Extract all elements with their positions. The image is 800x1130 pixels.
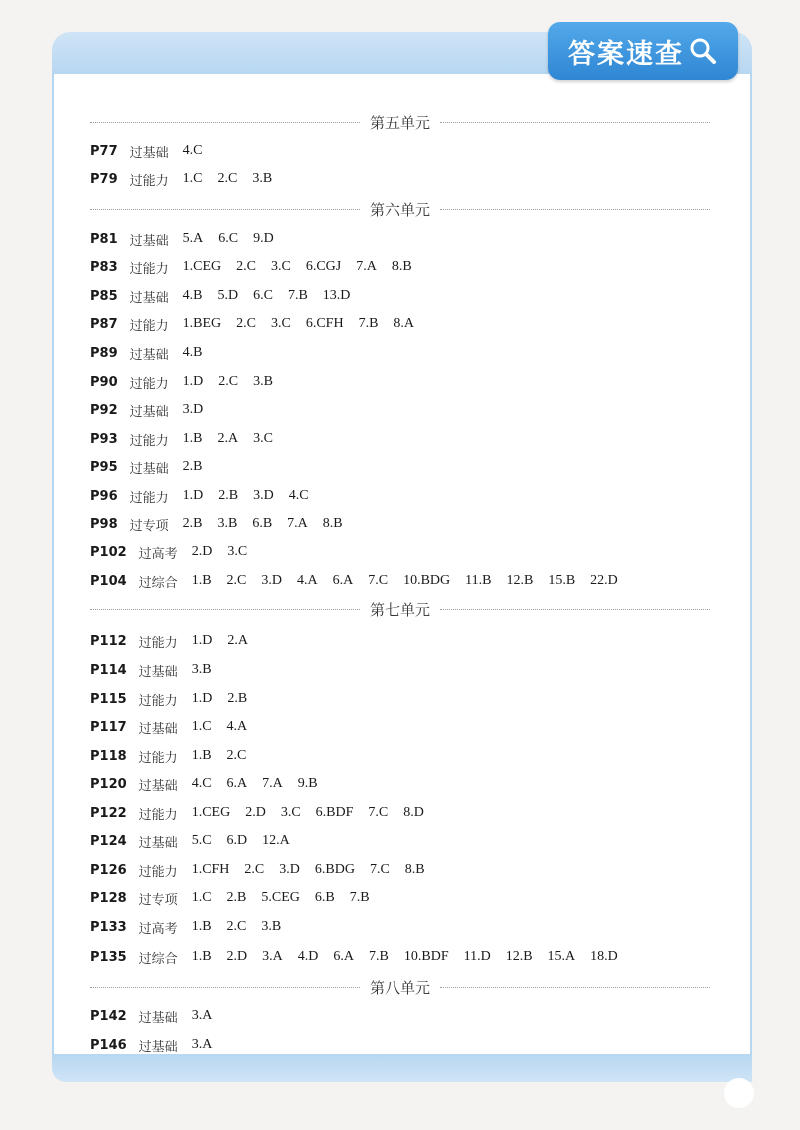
answer-item: 3.D [261, 573, 282, 588]
page-number: P112 [90, 633, 127, 649]
answer-item: 1.BEG [182, 316, 222, 331]
answer-item: 6.D [226, 833, 248, 848]
answer-item: 2.C [226, 573, 247, 588]
answer-item: 1.B [191, 949, 212, 964]
section-name: 过能力 [138, 807, 178, 823]
answer-item: 3.A [191, 1037, 213, 1052]
answer-item: 9.D [253, 231, 274, 246]
answer-item: 6.C [253, 288, 273, 303]
answer-row [90, 485, 324, 507]
answer-item: 6.B [314, 890, 335, 905]
answer-item: 9.B [297, 776, 318, 791]
corner-decoration [724, 1078, 754, 1108]
answer-item: 2.A [227, 633, 248, 648]
page-number: P85 [90, 288, 118, 304]
page-number: P90 [90, 374, 118, 390]
answer-item: 2.D [191, 544, 213, 559]
magnifier-icon [688, 36, 718, 66]
answer-item: 6.BDG [314, 862, 355, 877]
unit-title: 第六单元 [370, 200, 431, 219]
answer-row [90, 342, 217, 364]
answer-row [90, 371, 288, 393]
answer-row [90, 399, 218, 421]
dotted-rule [440, 609, 710, 610]
section-name: 过综合 [138, 951, 178, 967]
answer-item: 15.A [547, 949, 576, 964]
page-number: P89 [90, 345, 118, 361]
answer-item: 2.A [217, 431, 239, 446]
dotted-rule [90, 987, 360, 988]
page-number: P92 [90, 402, 118, 418]
answer-item: 1.D [191, 691, 213, 706]
answer-item: 15.B [548, 573, 576, 588]
answer-row [90, 513, 358, 535]
answer-item: 8.B [391, 259, 412, 274]
page-number: P114 [90, 662, 127, 678]
page-number: P93 [90, 431, 118, 447]
answer-item: 1.D [191, 633, 213, 648]
answer-item: 3.C [253, 431, 273, 446]
answer-item: 5.C [191, 833, 212, 848]
section-name: 过专项 [129, 518, 169, 534]
section-name: 过基础 [129, 461, 169, 477]
answer-item: 8.A [393, 316, 415, 331]
answer-item: 1.CFH [191, 862, 230, 877]
page-number: P133 [90, 919, 127, 935]
answer-item: 6.C [218, 231, 239, 246]
answer-item: 3.C [270, 259, 291, 274]
answer-row [90, 541, 262, 563]
section-name: 过能力 [129, 318, 169, 334]
answer-item: 1.B [182, 431, 203, 446]
page-number: P98 [90, 516, 118, 532]
answer-item: 6.CGJ [305, 259, 342, 274]
answer-item: 1.C [191, 719, 212, 734]
page-number: P104 [90, 573, 127, 589]
answer-item: 3.C [227, 544, 248, 559]
page-number: P81 [90, 231, 118, 247]
answer-item: 7.A [356, 259, 377, 274]
answer-item: 4.B [182, 288, 203, 303]
answer-item: 11.D [463, 949, 491, 964]
section-name: 过基础 [138, 721, 178, 737]
answer-item: 11.B [465, 573, 492, 588]
answer-row [90, 168, 287, 190]
answer-item: 3.A [191, 1008, 213, 1023]
section-name: 过高考 [138, 546, 178, 562]
section-name: 过能力 [129, 173, 169, 189]
answer-row [90, 859, 440, 881]
page-number: P102 [90, 544, 127, 560]
answer-row [90, 1005, 227, 1027]
unit-title: 第七单元 [370, 600, 431, 619]
answer-row [90, 802, 439, 824]
answer-item: 7.A [262, 776, 283, 791]
answer-item: 3.C [280, 805, 301, 820]
answer-item: 1.B [191, 573, 212, 588]
answer-item: 4.C [191, 776, 212, 791]
answer-item: 2.B [227, 691, 248, 706]
answer-item: 10.BDF [403, 949, 449, 964]
answer-item: 18.D [590, 949, 618, 964]
dotted-rule [90, 609, 360, 610]
unit-heading [90, 975, 710, 999]
answer-item: 3.B [252, 171, 273, 186]
answer-row [90, 916, 296, 938]
section-name: 过基础 [138, 664, 178, 680]
answer-item: 2.B [182, 459, 203, 474]
answer-item: 6.A [226, 776, 248, 791]
page-number: P122 [90, 805, 127, 821]
unit-heading [90, 597, 710, 621]
dotted-rule [440, 987, 710, 988]
answer-item: 7.A [287, 516, 308, 531]
page-number: P117 [90, 719, 127, 735]
section-name: 过专项 [138, 892, 178, 908]
answer-row [90, 773, 333, 795]
answer-item: 7.C [368, 573, 389, 588]
section-name: 过基础 [138, 1010, 178, 1026]
answer-item: 6.BDF [315, 805, 354, 820]
answer-item: 2.C [236, 259, 256, 274]
page-number: P96 [90, 488, 118, 504]
answer-item: 4.B [182, 345, 203, 360]
answer-item: 2.C [226, 919, 247, 934]
answer-item: 3.D [182, 402, 204, 417]
answer-item: 1.B [191, 748, 212, 763]
answer-row [90, 946, 633, 968]
answer-item: 2.D [245, 805, 266, 820]
answer-item: 2.B [226, 890, 247, 905]
unit-title: 第五单元 [370, 113, 431, 132]
answer-item: 7.B [349, 890, 370, 905]
answer-item: 8.D [403, 805, 424, 820]
answer-item: 7.C [368, 805, 389, 820]
answer-row [90, 570, 633, 592]
section-name: 过基础 [138, 835, 178, 851]
answer-item: 10.BDG [403, 573, 451, 588]
answer-item: 13.D [322, 288, 351, 303]
unit-heading [90, 197, 710, 221]
answer-item: 7.B [358, 316, 379, 331]
section-name: 过综合 [138, 575, 178, 591]
section-name: 过基础 [138, 778, 178, 794]
page-number: P128 [90, 890, 127, 906]
section-name: 过能力 [138, 864, 178, 880]
answer-row [90, 428, 288, 450]
answer-row [90, 745, 261, 767]
section-name: 过能力 [129, 490, 169, 506]
page-number: P135 [90, 949, 127, 965]
answer-row [90, 256, 427, 278]
page-number: P126 [90, 862, 127, 878]
answer-row [90, 659, 227, 681]
answer-row [90, 313, 429, 335]
answer-item: 1.CEG [182, 259, 222, 274]
answer-item: 1.B [191, 919, 212, 934]
answer-item: 3.D [279, 862, 300, 877]
section-name: 过基础 [129, 233, 169, 249]
answer-item: 7.C [369, 862, 390, 877]
page-number: P95 [90, 459, 118, 475]
answer-item: 2.B [218, 488, 239, 503]
answer-row [90, 688, 262, 710]
answer-item: 3.B [217, 516, 238, 531]
answer-item: 6.A [333, 949, 355, 964]
answer-item: 8.B [322, 516, 343, 531]
answer-row [90, 1034, 227, 1056]
section-name: 过能力 [129, 433, 169, 449]
unit-title: 第八单元 [370, 978, 431, 997]
page-number: P146 [90, 1037, 127, 1053]
page-number: P79 [90, 171, 118, 187]
answer-item: 3.D [253, 488, 274, 503]
answer-item: 1.D [182, 488, 204, 503]
dotted-rule [90, 122, 360, 123]
answer-item: 1.C [191, 890, 212, 905]
answer-item: 2.C [236, 316, 256, 331]
section-name: 过基础 [138, 1039, 178, 1055]
page-number: P115 [90, 691, 127, 707]
section-name: 过高考 [138, 921, 178, 937]
answer-row [90, 630, 263, 652]
answer-item: 4.C [288, 488, 309, 503]
answer-item: 1.CEG [191, 805, 231, 820]
page-number: P142 [90, 1008, 127, 1024]
page-number: P118 [90, 748, 127, 764]
dotted-rule [440, 209, 710, 210]
dotted-rule [90, 209, 360, 210]
answer-item: 7.B [369, 949, 389, 964]
answer-item: 5.D [217, 288, 239, 303]
answer-item: 22.D [590, 573, 618, 588]
answer-row [90, 830, 305, 852]
answer-item: 2.D [226, 949, 248, 964]
page-number: P83 [90, 259, 118, 275]
answer-item: 4.A [226, 719, 248, 734]
answer-item: 2.C [244, 862, 265, 877]
answer-item: 4.D [297, 949, 319, 964]
answer-item: 1.C [182, 171, 203, 186]
answer-item: 7.B [287, 288, 308, 303]
section-name: 过能力 [138, 750, 178, 766]
answer-item: 12.B [506, 573, 534, 588]
answer-item: 4.A [297, 573, 318, 588]
answer-item: 3.B [253, 374, 273, 389]
answer-item: 2.C [217, 171, 238, 186]
header-badge [548, 22, 738, 80]
answer-item: 3.B [191, 662, 212, 677]
answer-item: 5.A [182, 231, 204, 246]
section-name: 过能力 [138, 693, 178, 709]
footer-band [52, 1054, 752, 1082]
answer-item: 3.A [262, 949, 283, 964]
answer-item: 3.B [261, 919, 282, 934]
page-number: P87 [90, 316, 118, 332]
answer-row [90, 456, 217, 478]
section-name: 过能力 [138, 635, 178, 651]
answer-item: 1.D [182, 374, 204, 389]
answer-item: 8.B [404, 862, 425, 877]
answer-row [90, 716, 262, 738]
section-name: 过能力 [129, 376, 169, 392]
answer-row [90, 285, 365, 307]
section-name: 过基础 [129, 404, 169, 420]
section-name: 过基础 [129, 145, 169, 161]
answer-item: 2.C [226, 748, 247, 763]
section-name: 过能力 [129, 261, 169, 277]
answer-item: 2.B [182, 516, 203, 531]
answer-item: 2.C [218, 374, 239, 389]
unit-heading [90, 110, 710, 134]
page-number: P77 [90, 143, 118, 159]
answer-item: 6.A [332, 573, 354, 588]
answer-item: 3.C [270, 316, 291, 331]
answer-item: 12.A [262, 833, 290, 848]
answer-row [90, 228, 289, 250]
answer-item: 12.B [505, 949, 533, 964]
section-name: 过基础 [129, 347, 169, 363]
dotted-rule [440, 122, 710, 123]
answer-item: 6.CFH [305, 316, 344, 331]
page-number: P124 [90, 833, 127, 849]
header-title: 答案速查 [568, 38, 684, 70]
section-name: 过基础 [129, 290, 169, 306]
answer-item: 6.B [252, 516, 273, 531]
answer-row [90, 140, 217, 162]
answer-item: 5.CEG [261, 890, 300, 905]
answer-item: 4.C [182, 143, 203, 158]
page-number: P120 [90, 776, 127, 792]
answer-row [90, 887, 385, 909]
